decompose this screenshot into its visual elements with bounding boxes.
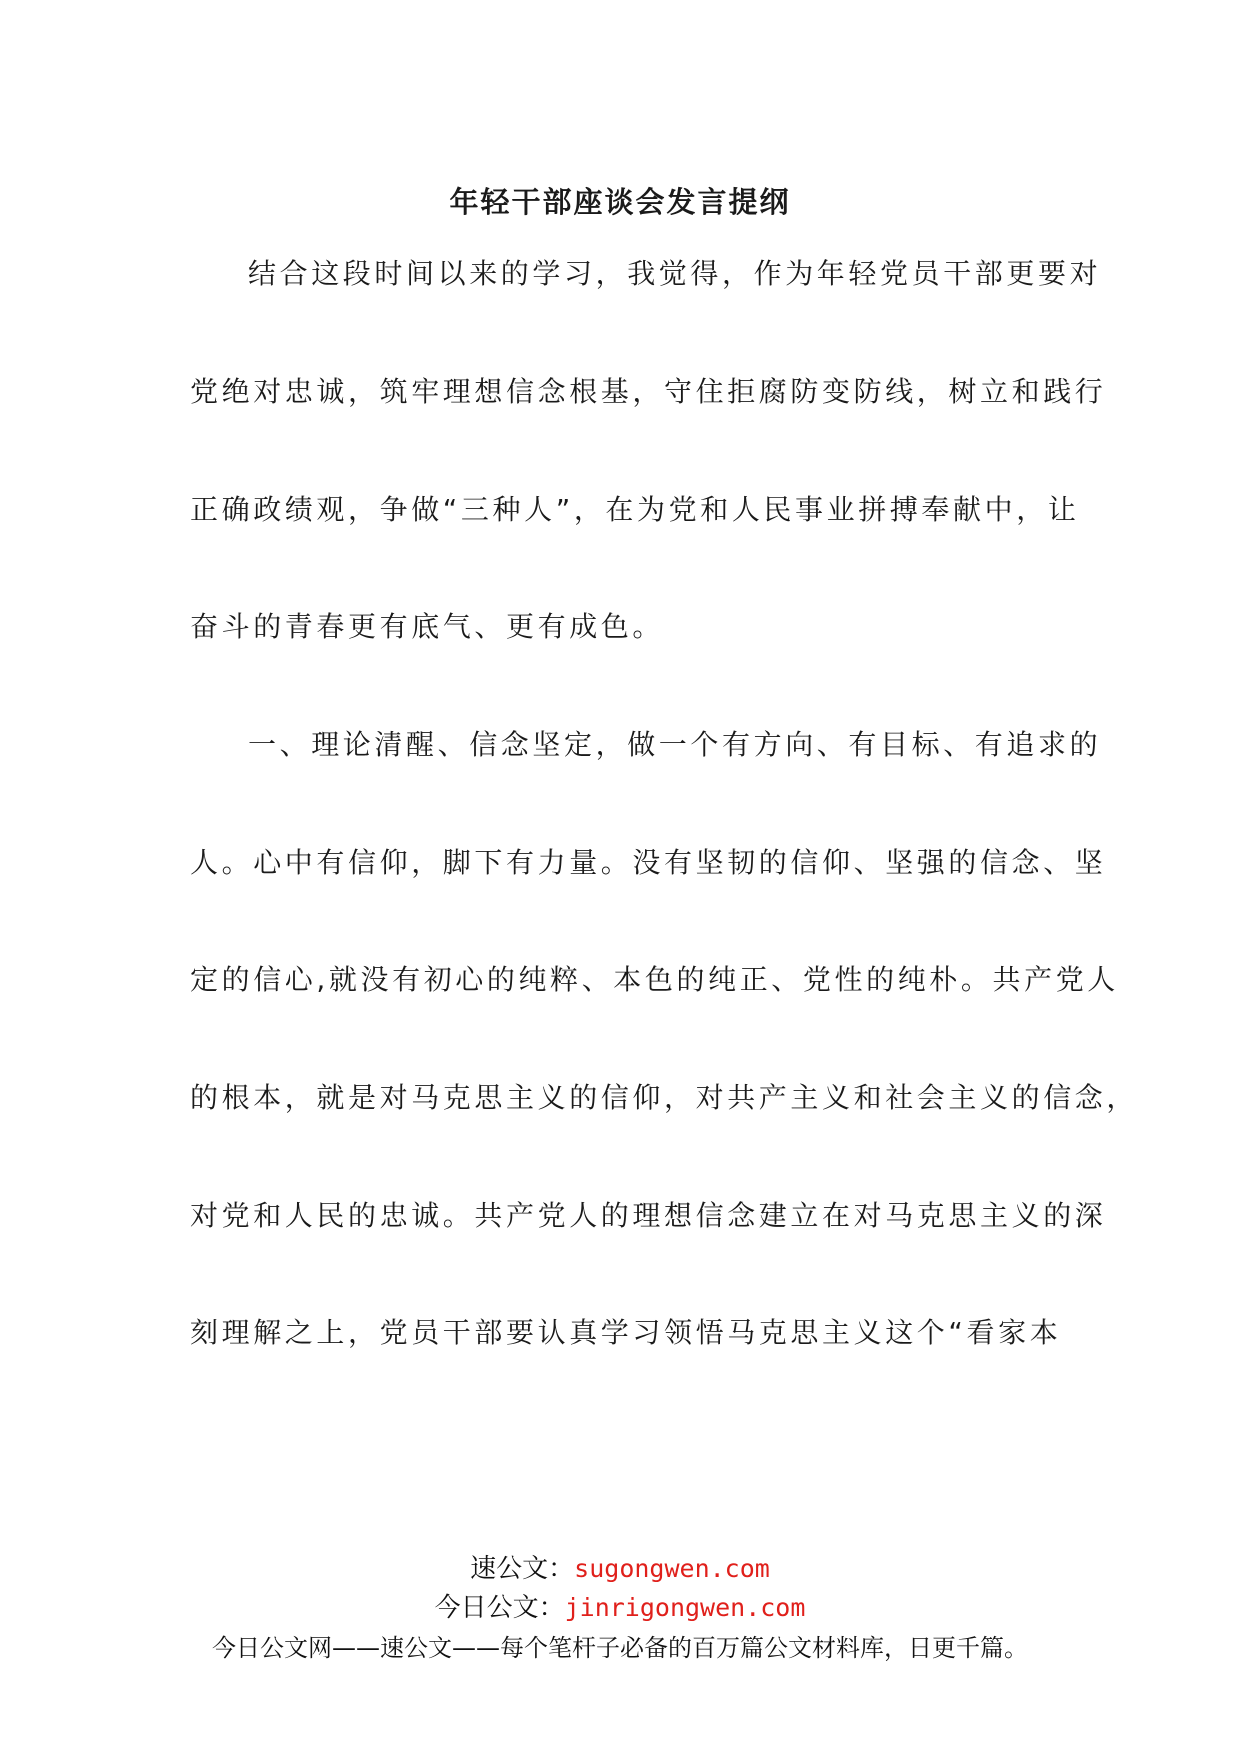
paragraph-line: 对党和人民的忠诚。共产党人的理想信念建立在对马克思主义的深 [190,1199,1107,1232]
paragraph-line: 的根本，就是对马克思主义的信仰，对共产主义和社会主义的信念， [190,1081,1139,1114]
document-title: 年轻干部座谈会发言提纲 [449,185,791,219]
footer-site1 [0,1552,1240,1586]
paragraph-line: 党绝对忠诚，筑牢理想信念根基，守住拒腐防变防线，树立和践行 [190,375,1107,408]
paragraph-line: 人。心中有信仰，脚下有力量。没有坚韧的信仰、坚强的信念、坚 [190,846,1107,879]
footer-site2-link[interactable]: jinrigongwen.com [564,1593,806,1622]
paragraph-line: 奋斗的青春更有底气、更有成色。 [190,610,665,643]
footer-site2 [0,1591,1240,1625]
paragraph-line: 刻理解之上，党员干部要认真学习领悟马克思主义这个“看家本 [190,1316,1062,1349]
paragraph-line: 一、理论清醒、信念坚定，做一个有方向、有目标、有追求的 [248,728,1102,761]
paragraph-line: 正确政绩观，争做“三种人”，在为党和人民事业拼搏奉献中，让 [190,493,1080,526]
paragraph-line: 定的信心,就没有初心的纯粹、本色的纯正、党性的纯朴。共产党人 [190,963,1119,996]
footer-slogan: 今日公文网——速公文——每个笔杆子必备的百万篇公文材料库，日更千篇。 [212,1634,1028,1662]
footer-site2-label: 今日公文： [434,1593,565,1623]
footer-site1-label: 速公文： [470,1554,575,1584]
footer-site1-link[interactable]: sugongwen.com [574,1554,770,1583]
paragraph-line: 结合这段时间以来的学习，我觉得，作为年轻党员干部更要对 [248,257,1102,290]
